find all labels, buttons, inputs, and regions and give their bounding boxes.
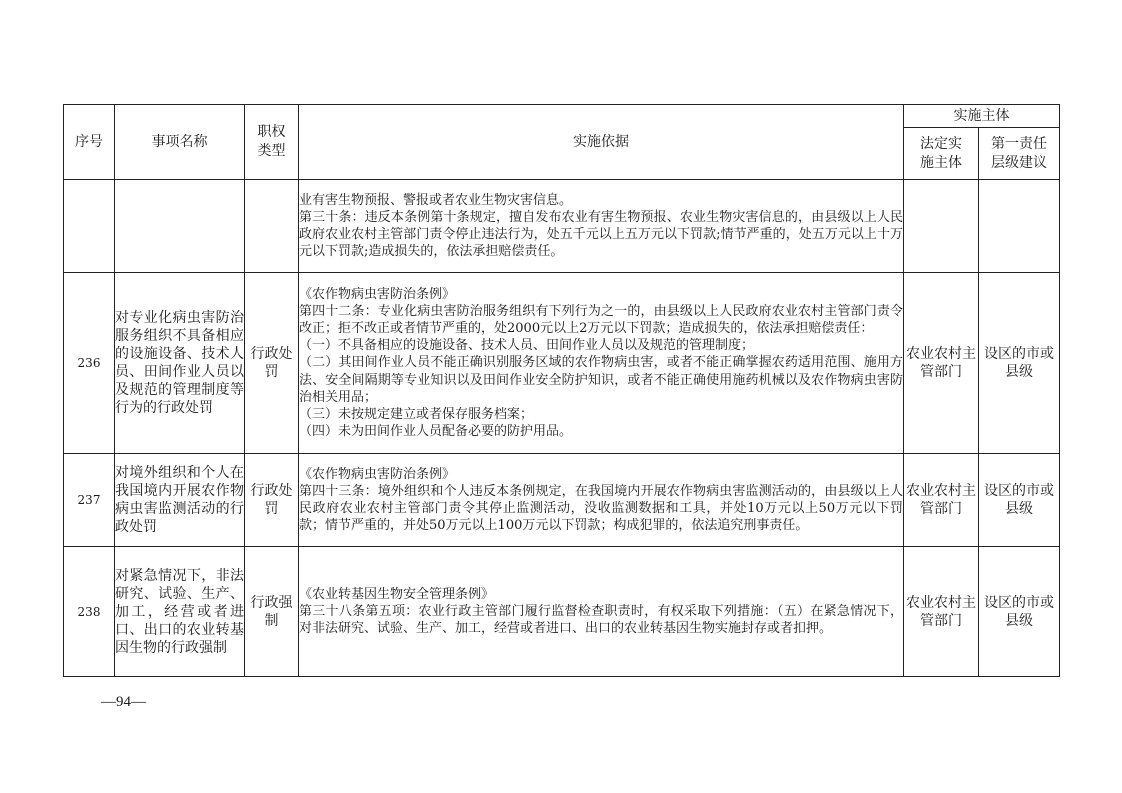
row-first-responsibility xyxy=(979,180,1060,273)
row-authority-type xyxy=(245,180,299,273)
row-item-name: 对境外组织和个人在我国境内开展农作物病虫害监测活动的行政处罚 xyxy=(115,454,245,547)
header-legal-entity-line1: 法定实 xyxy=(920,135,962,152)
basis-line: （四）未为田间作业人员配备必要的防护用品。 xyxy=(299,424,573,440)
basis-line: 第四十三条：境外组织和个人违反本条例规定，在我国境内开展农作物病虫害监测活动的，由县级以上人民政府农业农村主管部门责令其停止监测活动，没收监测数据和工具，并处10万元以上50万元以下罚款；情节严重的，并处50万元以上100万元以下罚款；构成犯罪的，依法追究刑事责任。 xyxy=(299,483,903,534)
header-first-responsibility xyxy=(979,128,1060,180)
row-legal-entity: 农业农村主管部门 xyxy=(904,273,979,454)
header-authority-type-line1: 职权 xyxy=(257,124,286,140)
row-item-name xyxy=(115,180,245,273)
table-row xyxy=(64,454,1060,547)
row-authority-type: 行政处罚 xyxy=(245,454,299,547)
basis-line: （二）其田间作业人员不能正确识别服务区域的农作物病虫害，或者不能正确掌握农药适用范围、施用方法、安全间隔期等专业知识以及田间作业安全防护知识，或者不能正确使用施药机械以及农作物病虫害防治相关用品； xyxy=(299,355,903,405)
header-authority-type xyxy=(245,105,299,180)
page-number: —94— xyxy=(101,694,146,710)
row-first-responsibility: 设区的市或县级 xyxy=(979,454,1060,547)
basis-line: 第三十八条第五项：农业行政主管部门履行监督检查职责时，有权采取下列措施：（五）在紧急情况下，对非法研究、试验、生产、加工，经营或者进口、出口的农业转基因生物实施封存或者扣押。 xyxy=(299,603,903,637)
row-basis xyxy=(299,547,904,677)
basis-line: 《农作物病虫害防治条例》 xyxy=(299,286,456,302)
row-basis xyxy=(299,454,904,547)
basis-line: 《农作物病虫害防治条例》 xyxy=(299,466,456,482)
basis-line: 业有害生物预报、警报或者农业生物灾害信息。 xyxy=(299,192,573,208)
row-item-name: 对紧急情况下，非法研究、试验、生产、加工，经营或者进口、出口的农业转基因生物的行政强制 xyxy=(115,547,245,677)
table-row xyxy=(64,273,1060,454)
row-legal-entity: 农业农村主管部门 xyxy=(904,454,979,547)
header-basis: 实施依据 xyxy=(299,105,904,180)
header-authority-type-line2: 类型 xyxy=(257,143,286,159)
row-basis xyxy=(299,273,904,454)
row-seq: 237 xyxy=(64,454,115,547)
row-basis xyxy=(299,180,904,273)
enforcement-items-table xyxy=(63,104,1060,677)
table-row xyxy=(64,547,1060,677)
row-first-responsibility: 设区的市或县级 xyxy=(979,273,1060,454)
header-first-responsibility-line2: 层级建议 xyxy=(991,154,1047,171)
header-seq: 序号 xyxy=(64,105,115,180)
basis-line: 第三十条：违反本条例第十条规定，擅自发布农业有害生物预报、农业生物灾害信息的，由县级以上人民政府农业农村主管部门责令停止违法行为，处五千元以上五万元以下罚款;情节严重的，处五万元以上十万元以下罚款;造成损失的，依法承担赔偿责任。 xyxy=(299,209,903,260)
row-legal-entity xyxy=(904,180,979,273)
basis-line: 第四十二条：专业化病虫害防治服务组织有下列行为之一的，由县级以上人民政府农业农村主管部门责令改正；拒不改正或者情节严重的，处2000元以上2万元以下罚款；造成损失的，依法承担赔偿责任： xyxy=(299,303,903,336)
header-implementing-entity: 实施主体 xyxy=(904,105,1060,128)
row-item-name: 对专业化病虫害防治服务组织不具备相应的设施设备、技术人员、田间作业人员以及规范的管理制度等行为的行政处罚 xyxy=(115,273,245,454)
row-first-responsibility: 设区的市或县级 xyxy=(979,547,1060,677)
header-first-responsibility-line1: 第一责任 xyxy=(991,135,1047,152)
row-seq: 236 xyxy=(64,273,115,454)
basis-line: （三）未按规定建立或者保存服务档案； xyxy=(299,407,534,422)
header-legal-entity xyxy=(904,128,979,180)
row-legal-entity: 农业农村主管部门 xyxy=(904,547,979,677)
table-row xyxy=(64,180,1060,273)
row-seq: 238 xyxy=(64,547,115,677)
header-item-name: 事项名称 xyxy=(115,105,245,180)
row-authority-type: 行政强制 xyxy=(245,547,299,677)
row-authority-type: 行政处罚 xyxy=(245,273,299,454)
header-legal-entity-line2: 施主体 xyxy=(920,154,962,171)
row-seq xyxy=(64,180,115,273)
basis-line: 《农业转基因生物安全管理条例》 xyxy=(299,586,495,602)
basis-line: （一）不具备相应的设施设备、技术人员、田间作业人员以及规范的管理制度； xyxy=(299,338,755,354)
